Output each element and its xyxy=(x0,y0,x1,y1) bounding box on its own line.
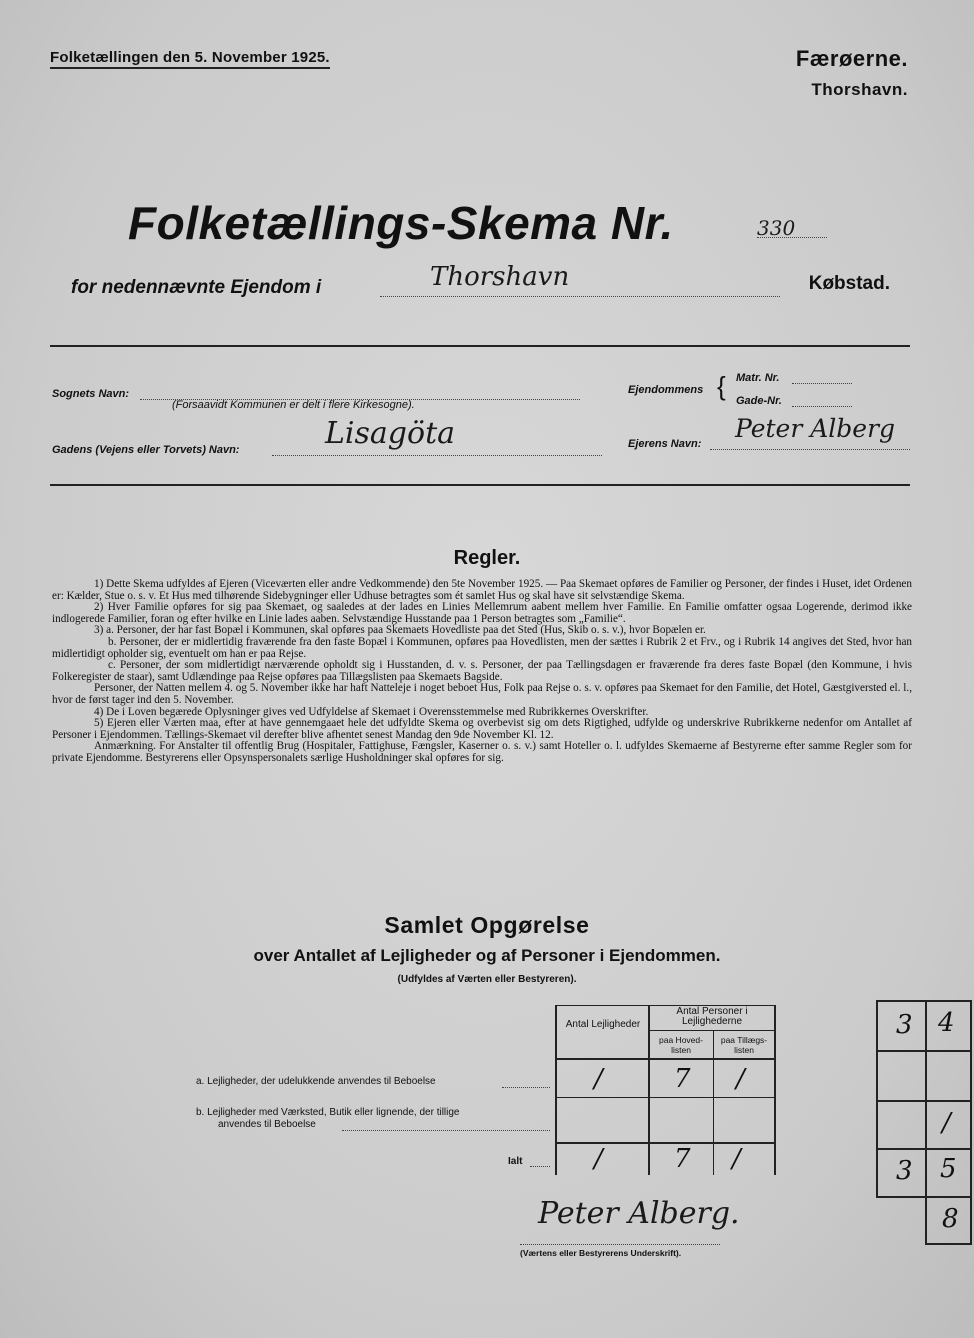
rule-3c: c. Personer, der som midlertidigt nærværende opholdt sig i Husstanden, d. v. s. Personer, der paa Tællingsdagen er fraværende fra deres faste Bopæl (den Kommune, i hvis Folkeregister de staar), samt Udlændinge paa Rejse opføres paa Tillægslisten paa Skemaets Bagside. xyxy=(52,659,912,683)
table-line xyxy=(555,1058,776,1060)
street-value: Lisagöta xyxy=(325,416,456,451)
brace-icon: { xyxy=(717,371,726,401)
owner-value: Peter Alberg xyxy=(735,414,896,443)
total-main-value: 7 xyxy=(674,1144,691,1174)
owner-label: Ejerens Navn: xyxy=(628,438,702,450)
col-supplement-list: paa Tillægs-listen xyxy=(720,1035,768,1055)
side-r1c1: 3 xyxy=(896,1010,913,1040)
side-r4c1: 3 xyxy=(896,1156,913,1186)
divider-top xyxy=(50,345,910,347)
table-line xyxy=(555,1097,776,1098)
row-a-dots xyxy=(502,1087,550,1088)
census-date-header: Folketællingen den 5. November 1925. xyxy=(50,49,330,69)
a-supplement-value: / xyxy=(736,1064,745,1094)
a-main-value: 7 xyxy=(674,1064,691,1094)
property-place: Thorshavn xyxy=(430,262,570,292)
region-header: Færøerne. xyxy=(795,46,908,71)
rule-3a: 3) a. Personer, der har fast Bopæl i Kommunen, skal opføres paa Skemaets Hovedliste paa det Sted (Hus, Skib o. s. v.), hvor Bopælen er. xyxy=(94,624,706,637)
side-table-line xyxy=(925,1000,927,1245)
rules-text xyxy=(52,579,912,765)
side-table-line xyxy=(876,1050,972,1052)
side-r4c2: 5 xyxy=(940,1154,957,1184)
col-main-list: paa Hoved-listen xyxy=(659,1035,703,1055)
table-line xyxy=(555,1005,557,1175)
side-table-line xyxy=(876,1148,972,1150)
town-type: Købstad. xyxy=(808,273,890,294)
property-subtitle: for nedennævnte Ejendom i xyxy=(71,277,322,298)
parish-label: Sognets Navn: xyxy=(52,388,130,400)
side-table-line xyxy=(876,1196,972,1198)
town-header: Thorshavn. xyxy=(811,80,908,99)
row-total-label: Ialt xyxy=(508,1156,523,1167)
property-label: Ejendommens xyxy=(628,384,704,396)
matr-line xyxy=(792,383,852,384)
street-label: Gadens (Vejens eller Torvets) Navn: xyxy=(52,444,240,456)
side-table-line xyxy=(876,1100,972,1102)
street-no-line xyxy=(792,406,852,407)
parish-note: (Forsaavidt Kommunen er delt i flere Kirkesogne). xyxy=(172,399,415,411)
annotation-note: Anmærkning. For Anstalter til offentlig Brug (Hospitaler, Fattighuse, Fængsler, Kaserner o. s. v.) samt Hoteller o. l. udfyldes Skemaerne af Bestyrerne efter samme Regler som for private Ejendomme. Bestyrerens eller Opsynspersonalets særlige Husholdninger skal opføres for sig. xyxy=(52,740,912,764)
side-table-line xyxy=(970,1000,972,1245)
matr-label: Matr. Nr. xyxy=(736,372,780,384)
form-number: 330 xyxy=(757,216,796,240)
a-apartments-value: / xyxy=(594,1064,603,1094)
signature: Peter Alberg. xyxy=(538,1196,740,1231)
row-total-dots xyxy=(530,1166,550,1167)
table-line xyxy=(648,1030,776,1031)
signature-line xyxy=(520,1244,720,1245)
row-b-label: b. Lejligheder med Værksted, Butik eller lignende, der tillige xyxy=(196,1107,460,1118)
table-line xyxy=(555,1142,776,1144)
row-b-label-2: anvendes til Beboelse xyxy=(218,1119,316,1130)
rule-1: 1) Dette Skema udfyldes af Ejeren (Viceværten eller andre Vedkommende) den 5te November 1925. — Paa Skemaet opføres de Familier og Personer, der findes i Huset, idet Ordenen er: Kælder, Stue o. s. v. Et Hus med tilhørende Sidebygninger eller Udhuse betragtes som ét samlet Hus og skal have sit selvstændige Skema. xyxy=(52,578,912,602)
row-a-label: a. Lejligheder, der udelukkende anvendes til Beboelse xyxy=(196,1076,436,1087)
rules-heading: Regler. xyxy=(453,547,521,569)
rule-5: 5) Ejeren eller Værten maa, efter at have gennemgaaet hele det udfyldte Skema og overbevist sig om dets Rigtighed, udfylde og underskrive Rubrikkerne nedenfor om Antallet af Personer i Ejendommen. Tællings-Skemaet vil derefter blive afhentet senest Mandag den 9de November Kl. 12. xyxy=(52,717,912,741)
rule-3d: Personer, der Natten mellem 4. og 5. November ikke har haft Natteleje i noget beboet Hus, Folk paa Rejse o. s. v. opføres paa Skemaet for den Familie, det Hotel, Gæstgiversted el. l., hvor de først tager ind den 5. November. xyxy=(52,682,912,706)
form-title: Folketællings-Skema Nr. xyxy=(128,197,674,249)
form-number-line xyxy=(757,237,827,238)
side-r5: 8 xyxy=(942,1204,959,1234)
total-apartments-value: / xyxy=(594,1144,603,1174)
side-table-line xyxy=(925,1243,972,1245)
street-no-label: Gade-Nr. xyxy=(736,395,782,407)
summary-title: Samlet Opgørelse xyxy=(384,912,590,938)
owner-line xyxy=(710,449,910,450)
summary-note: (Udfyldes af Værten eller Bestyreren). xyxy=(397,974,577,985)
place-line xyxy=(380,296,780,297)
signature-label: (Værtens eller Bestyrerens Underskrift). xyxy=(520,1248,682,1258)
rule-4: 4) De i Loven begærede Oplysninger gives ved Udfyldelse af Skemaet i Overensstemmelse med Rubrikkernes Overskrifter. xyxy=(94,705,649,718)
col-apartments: Antal Lejligheder xyxy=(565,1019,641,1030)
rule-3b: b. Personer, der er midlertidig fraværende fra den faste Bopæl i Kommunen, opføres paa Hovedlisten, men der sættes i Rubrik 2 et Frv., og i Rubrik 14 angives det Sted, hvor han midlertidigt opholder sig, eventuelt om han er paa Rejse. xyxy=(52,635,912,660)
total-supplement-value: / xyxy=(732,1144,741,1174)
side-table-line xyxy=(876,1000,972,1002)
row-b-dots xyxy=(342,1130,550,1131)
rule-2: 2) Hver Familie opføres for sig paa Skemaet, og saaledes at der lades en Linies Mellemrum aabent mellem hver Familie. En Familie omfatter ogsaa Logerende, derimod ikke indlogerede Familier, foran og efter hvilke en Linie lades aaben. Selvstændige Husstande paa 1 Person betragtes som „Familie“. xyxy=(52,601,912,625)
street-line xyxy=(272,455,602,456)
summary-subtitle: over Antallet af Lejligheder og af Personer i Ejendommen. xyxy=(253,946,721,965)
side-r1c2: 4 xyxy=(938,1008,955,1038)
divider-mid xyxy=(50,484,910,486)
side-table-line xyxy=(876,1000,878,1197)
side-r3c2: / xyxy=(942,1108,951,1138)
col-persons: Antal Personer i Lejlighederne xyxy=(676,1006,748,1027)
